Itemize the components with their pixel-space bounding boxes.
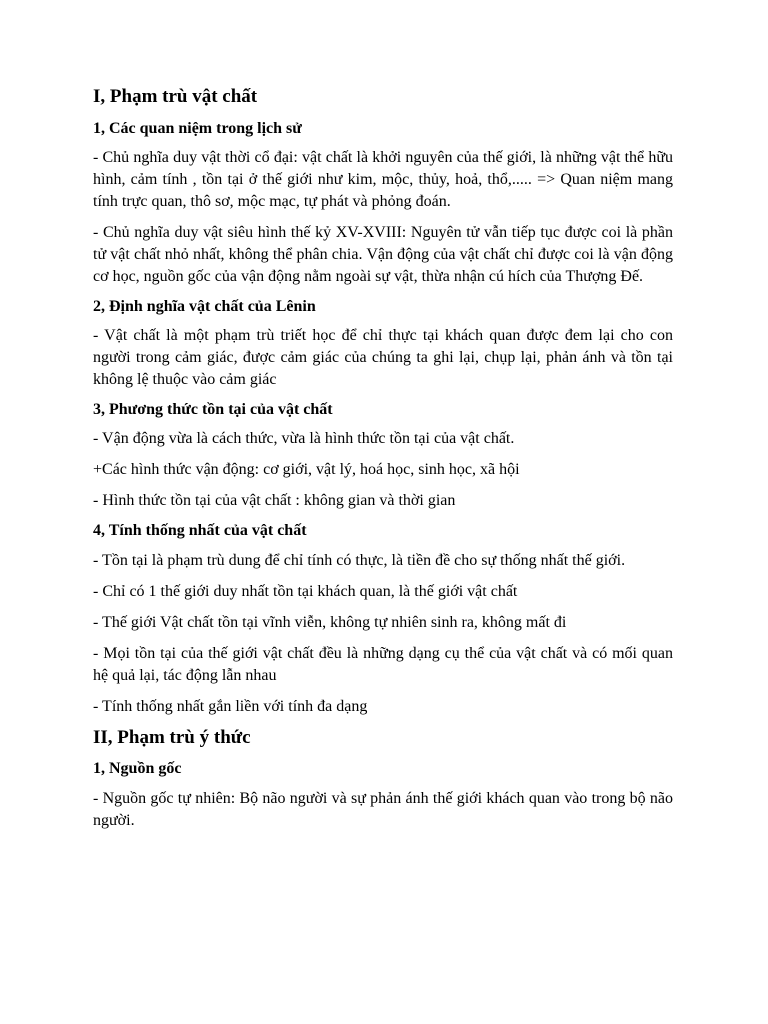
paragraph: - Vật chất là một phạm trù triết học để chỉ thực tại khách quan được đem lại cho con người trong cảm giác, được cảm giác của chúng ta ghi lại, chụp lại, phản ánh và tồn tại không lệ thuộc vào cảm giác [93,327,673,389]
paragraph: - Chủ nghĩa duy vật thời cổ đại: vật chất là khởi nguyên của thế giới, là những vật thể hữu hình, cảm tính , tồn tại ở thế giới như kim, mộc, thủy, hoả, thổ,..... => Quan niệm mang tính trực quan, thô sơ, mộc mạc, tự phát và phỏng đoán. [93,148,673,210]
paragraph: - Hình thức tồn tại của vật chất : không gian và thời gian [93,492,456,510]
subsection-heading: 1, Các quan niệm trong lịch sử [93,119,302,137]
subsection-heading: 3, Phương thức tồn tại của vật chất [93,401,333,419]
paragraph: - Chỉ có 1 thế giới duy nhất tồn tại khách quan, là thế giới vật chất [93,582,518,600]
section-title: I, Phạm trù vật chất [93,86,258,107]
paragraph: - Tồn tại là phạm trù dung để chỉ tính có thực, là tiền đề cho sự thống nhất thế giới. [93,551,626,569]
paragraph: - Vận động vừa là cách thức, vừa là hình thức tồn tại của vật chất. [93,430,515,448]
paragraph: +Các hình thức vận động: cơ giới, vật lý, hoá học, sinh học, xã hội [93,461,520,479]
paragraph: - Chủ nghĩa duy vật siêu hình thế kỷ XV-XVIII: Nguyên tử vẫn tiếp tục được coi là phần tử vật chất nhỏ nhất, không thể phân chia. Vận động của vật chất chỉ được coi là vận động cơ học, nguồn gốc của vận động nằm ngoài sự vật, thừa nhận cú hích của Thượng Đế. [93,223,673,285]
paragraph: - Tính thống nhất gắn liền với tính đa dạng [93,697,368,715]
paragraph: - Nguồn gốc tự nhiên: Bộ não người và sự phản ánh thế giới khách quan vào trong bộ não người. [93,789,673,829]
subsection-heading: 4, Tính thống nhất của vật chất [93,522,307,540]
subsection-heading: 2, Định nghĩa vật chất của Lênin [93,297,316,315]
paragraph: - Mọi tồn tại của thế giới vật chất đều là những dạng cụ thể của vật chất và có mối quan hệ quả lại, tác động lẫn nhau [93,644,673,684]
section-title: II, Phạm trù ý thức [93,726,251,748]
subsection-heading: 1, Nguồn gốc [93,760,182,778]
paragraph: - Thế giới Vật chất tồn tại vĩnh viễn, không tự nhiên sinh ra, không mất đi [93,613,567,631]
